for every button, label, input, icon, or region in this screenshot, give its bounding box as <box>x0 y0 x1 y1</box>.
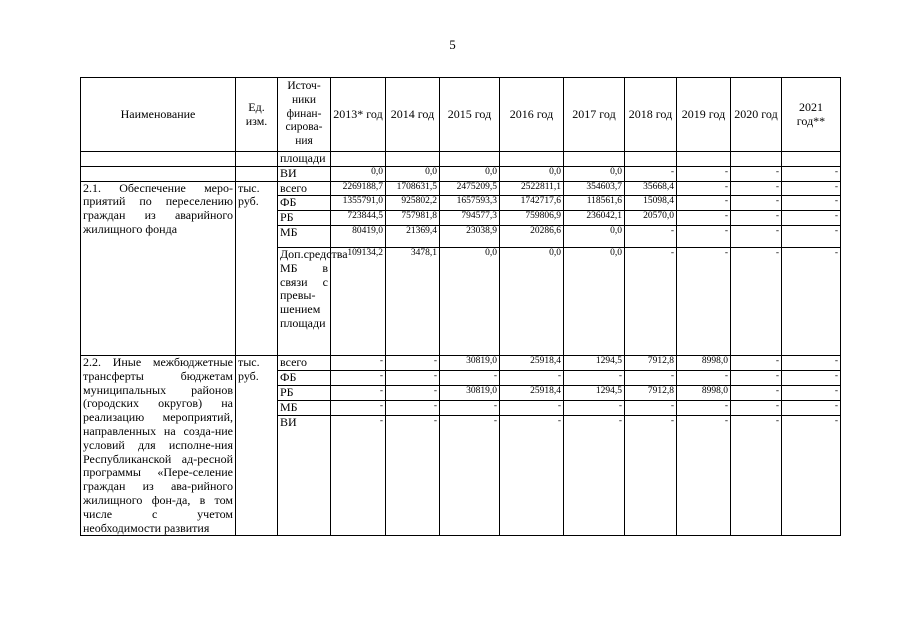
value-cell: 23038,9 <box>440 225 500 247</box>
unit-cell <box>236 166 278 181</box>
page-number: 5 <box>449 37 456 52</box>
value-cell: 759806,9 <box>500 211 564 226</box>
value-cell: - <box>625 401 677 416</box>
source-cell: ВИ <box>278 416 331 536</box>
value-cell: - <box>331 355 386 370</box>
value-cell: - <box>731 386 782 401</box>
name-cell <box>81 152 236 167</box>
value-cell: - <box>440 371 500 386</box>
value-cell: - <box>677 401 731 416</box>
value-cell: - <box>331 416 386 536</box>
value-cell: 25918,4 <box>500 386 564 401</box>
value-cell: - <box>625 247 677 355</box>
unit-cell <box>236 152 278 167</box>
value-cell: 723844,5 <box>331 211 386 226</box>
value-cell: - <box>731 416 782 536</box>
value-cell: - <box>782 371 841 386</box>
value-cell: - <box>731 211 782 226</box>
source-cell: РБ <box>278 386 331 401</box>
value-cell: 0,0 <box>564 166 625 181</box>
value-cell: - <box>331 371 386 386</box>
value-cell: 1708631,5 <box>386 181 440 196</box>
value-cell: - <box>731 181 782 196</box>
value-cell: 0,0 <box>440 166 500 181</box>
source-cell: Доп.средства МБ в связи с превы-шением площади <box>278 247 331 355</box>
value-cell: 0,0 <box>564 247 625 355</box>
value-cell: - <box>731 225 782 247</box>
header-year-2020: 2020 год <box>731 78 782 152</box>
value-cell: - <box>782 386 841 401</box>
value-cell: - <box>440 401 500 416</box>
value-cell: - <box>500 401 564 416</box>
value-cell: - <box>500 416 564 536</box>
header-year-2016: 2016 год <box>500 78 564 152</box>
value-cell: - <box>731 371 782 386</box>
value-cell: - <box>782 401 841 416</box>
value-cell: 8998,0 <box>677 386 731 401</box>
value-cell: 21369,4 <box>386 225 440 247</box>
value-cell: 1294,5 <box>564 386 625 401</box>
value-cell: 30819,0 <box>440 355 500 370</box>
value-cell: - <box>625 166 677 181</box>
value-cell: 1657593,3 <box>440 196 500 211</box>
header-unit: Ед. изм. <box>236 78 278 152</box>
value-cell: 35668,4 <box>625 181 677 196</box>
table-row-vi <box>81 166 841 181</box>
header-year-2018: 2018 год <box>625 78 677 152</box>
continuation-row <box>81 152 841 167</box>
value-cell: - <box>500 371 564 386</box>
value-cell: - <box>331 386 386 401</box>
source-cell: площади <box>278 152 331 167</box>
source-cell: ВИ <box>278 166 331 181</box>
value-cell: - <box>331 401 386 416</box>
value-cell: 20570,0 <box>625 211 677 226</box>
value-cell: 2475209,5 <box>440 181 500 196</box>
value-cell: 7912,8 <box>625 386 677 401</box>
section-2-1-name: 2.1. Обеспечение меро-приятий по переселению граждан из аварийного жилищного фонда <box>81 181 236 355</box>
value-cell: - <box>782 416 841 536</box>
value-cell: 0,0 <box>500 166 564 181</box>
value-cell: 80419,0 <box>331 225 386 247</box>
value-cell: 0,0 <box>500 247 564 355</box>
value-cell: - <box>677 196 731 211</box>
value-cell: - <box>782 225 841 247</box>
value-cell: - <box>386 355 440 370</box>
header-year-2015: 2015 год <box>440 78 500 152</box>
value-cell: 1355791,0 <box>331 196 386 211</box>
value-cell: 0,0 <box>331 166 386 181</box>
header-row <box>81 78 841 152</box>
value-cell: 7912,8 <box>625 355 677 370</box>
value-cell: 1294,5 <box>564 355 625 370</box>
source-cell: МБ <box>278 401 331 416</box>
value-cell: 109134,2 <box>331 247 386 355</box>
value-cell: 118561,6 <box>564 196 625 211</box>
value-cell: - <box>731 355 782 370</box>
value-cell: - <box>564 401 625 416</box>
source-cell: ФБ <box>278 196 331 211</box>
table-row-2-2-total <box>81 355 841 370</box>
value-cell: 2269188,7 <box>331 181 386 196</box>
value-cell: 925802,2 <box>386 196 440 211</box>
value-cell: - <box>677 247 731 355</box>
table-row-2-1-total <box>81 181 841 196</box>
value-cell: - <box>677 371 731 386</box>
value-cell: - <box>677 166 731 181</box>
value-cell: - <box>386 386 440 401</box>
value-cell: - <box>731 166 782 181</box>
value-cell: 15098,4 <box>625 196 677 211</box>
value-cell: 757981,8 <box>386 211 440 226</box>
value-cell: - <box>386 371 440 386</box>
value-cell: - <box>677 211 731 226</box>
value-cell: 25918,4 <box>500 355 564 370</box>
header-name: Наименование <box>81 78 236 152</box>
source-cell: всего <box>278 181 331 196</box>
source-cell: МБ <box>278 225 331 247</box>
header-year-2013: 2013* год <box>331 78 386 152</box>
value-cell: - <box>782 355 841 370</box>
value-cell: 3478,1 <box>386 247 440 355</box>
value-cell: - <box>731 196 782 211</box>
value-cell: - <box>625 225 677 247</box>
name-cell <box>81 166 236 181</box>
value-cell: 20286,6 <box>500 225 564 247</box>
value-cell: - <box>440 416 500 536</box>
value-cell: - <box>625 371 677 386</box>
source-cell: РБ <box>278 211 331 226</box>
value-cell: - <box>731 401 782 416</box>
source-cell: ФБ <box>278 371 331 386</box>
value-cell: 0,0 <box>440 247 500 355</box>
header-year-2017: 2017 год <box>564 78 625 152</box>
value-cell: - <box>782 166 841 181</box>
value-cell: - <box>677 181 731 196</box>
value-cell: - <box>782 196 841 211</box>
value-cell: - <box>677 416 731 536</box>
source-cell: всего <box>278 355 331 370</box>
value-cell: - <box>677 225 731 247</box>
value-cell: 0,0 <box>564 225 625 247</box>
header-year-2021: 2021 год** <box>782 78 841 152</box>
value-cell: 0,0 <box>386 166 440 181</box>
value-cell: - <box>564 416 625 536</box>
value-cell: - <box>782 211 841 226</box>
value-cell: 30819,0 <box>440 386 500 401</box>
header-year-2019: 2019 год <box>677 78 731 152</box>
value-cell: - <box>564 371 625 386</box>
header-year-2014: 2014 год <box>386 78 440 152</box>
value-cell: - <box>386 401 440 416</box>
value-cell: 1742717,6 <box>500 196 564 211</box>
section-2-2-unit: тыс. руб. <box>236 355 278 535</box>
value-cell: 8998,0 <box>677 355 731 370</box>
value-cell: 236042,1 <box>564 211 625 226</box>
value-cell: - <box>782 247 841 355</box>
header-source: Источ-ники финан-сирова-ния <box>278 78 331 152</box>
section-2-2-name: 2.2. Иные межбюджетные трансферты бюджетам муниципальных районов (городских округов) на реализацию мероприятий, направленных на созда-ние условий для исполне-ния Республиканской ад-ресной программы «Пере-селение граждан из ава-рийного жилищного фон-да, в том числе с учетом необходимости развития <box>81 355 236 535</box>
section-2-1-unit: тыс. руб. <box>236 181 278 355</box>
value-cell: 794577,3 <box>440 211 500 226</box>
value-cell: - <box>625 416 677 536</box>
value-cell: 354603,7 <box>564 181 625 196</box>
value-cell: 2522811,1 <box>500 181 564 196</box>
value-cell: - <box>386 416 440 536</box>
funding-table <box>80 77 841 536</box>
value-cell: - <box>782 181 841 196</box>
value-cell: - <box>731 247 782 355</box>
